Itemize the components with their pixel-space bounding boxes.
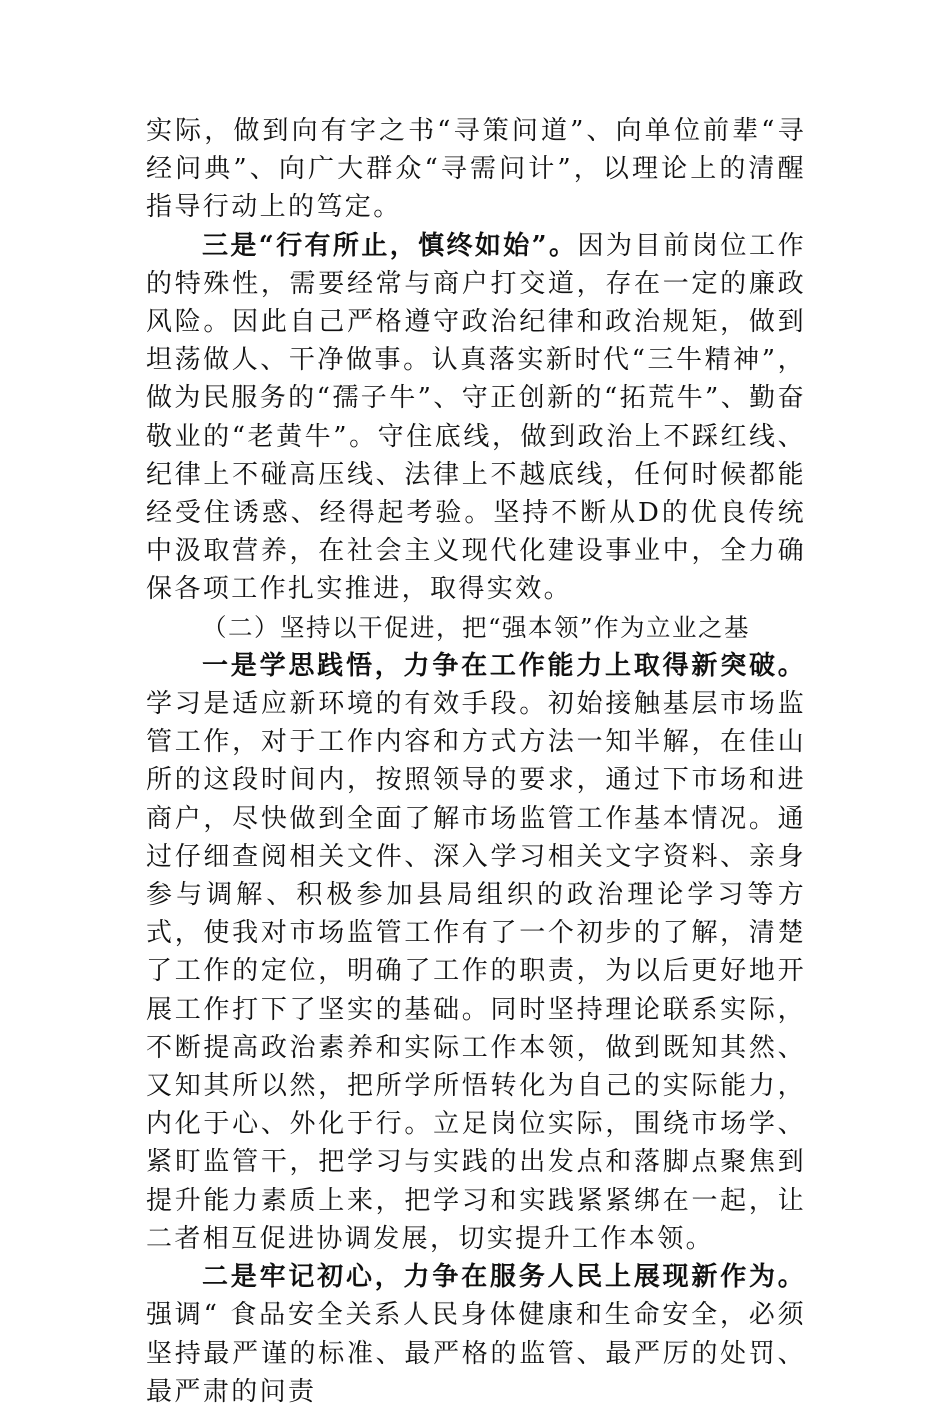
paragraph-text: 强调“ 食品安全关系人民身体健康和生命安全，必须坚持最严谨的标准、最严格的监管、最严厉的处罚、最严肃的问责 [146,1300,806,1407]
paragraph-continuation [146,112,806,227]
paragraph-lead: 二是牢记初心，力争在服务人民上展现新作为。 [202,1262,806,1293]
paragraph-one-study [146,647,806,1258]
paragraph-two-serve [146,1258,806,1411]
paragraph-text: 实际，做到向有字之书“寻策问道”、向单位前辈“寻经问典”、向广大群众“寻需问计”，以理论上的清醒指导行动上的笃定。 [146,116,806,223]
document-body [146,112,806,1411]
paragraph-text: 因为目前岗位工作的特殊性，需要经常与商户打交道，存在一定的廉政风险。因此自己严格遵守政治纪律和政治规矩，做到坦荡做人、干净做事。认真落实新时代“三牛精神”，做为民服务的“孺子牛”、守正创新的“拓荒牛”、勤奋敬业的“老黄牛”。守住底线，做到政治上不踩红线、纪律上不碰高压线、法律上不越底线，任何时候都能经受住诱惑、经得起考验。坚持不断从D的优良传统中汲取营养，在社会主义现代化建设事业中，全力确保各项工作扎实推进，取得实效。 [146,230,806,605]
paragraph-three-integrity [146,227,806,609]
section-heading: （二）坚持以干促进，把“强本领”作为立业之基 [202,612,751,642]
paragraph-text: 学习是适应新环境的有效手段。初始接触基层市场监管工作，对于工作内容和方式方法一知半解，在佳山所的这段时间内，按照领导的要求，通过下市场和进商户，尽快做到全面了解市场监管工作基本情况。通过仔细查阅相关文件、深入学习相关文字资料、亲身参与调解、积极参加县局组织的政治理论学习等方式，使我对市场监管工作有了一个初步的了解，清楚了工作的定位，明确了工作的职责，为以后更好地开展工作打下了坚实的基础。同时坚持理论联系实际，不断提高政治素养和实际工作本领，做到既知其然、又知其所以然，把所学所悟转化为自己的实际能力，内化于心、外化于行。立足岗位实际，围绕市场学、紧盯监管干，把学习与实践的出发点和落脚点聚焦到提升能力素质上来，把学习和实践紧紧绑在一起，让二者相互促进协调发展，切实提升工作本领。 [146,689,806,1254]
paragraph-lead: 三是“行有所止，慎终如始”。 [202,230,578,261]
paragraph-lead: 一是学思践悟，力争在工作能力上取得新突破。 [202,650,806,681]
